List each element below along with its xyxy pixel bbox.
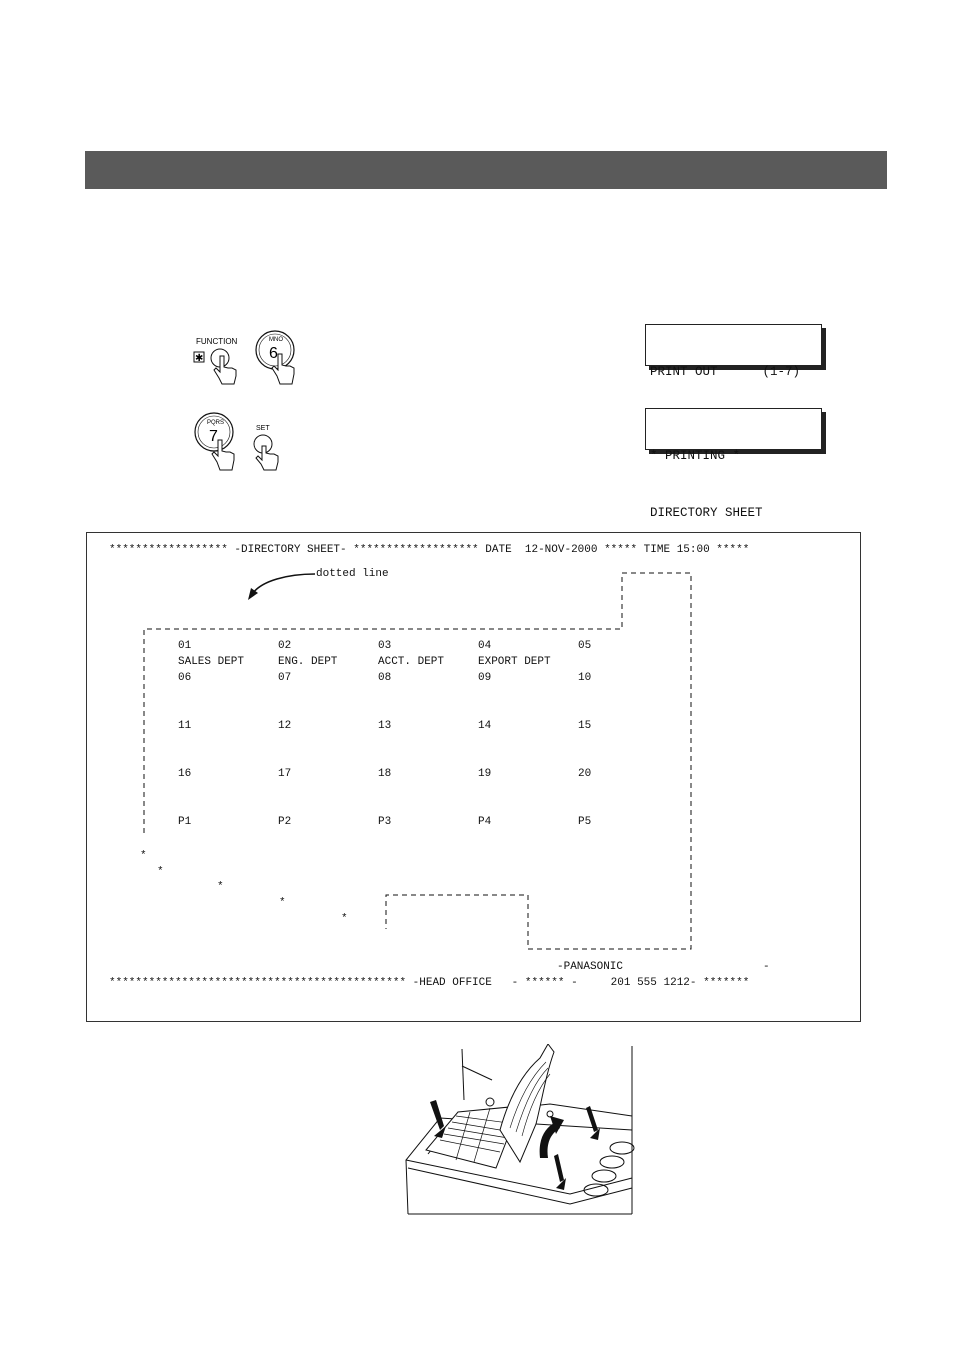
function-key-label: FUNCTION bbox=[196, 337, 238, 346]
directory-entry-number: 16 bbox=[178, 768, 192, 780]
section-header-bar bbox=[85, 151, 887, 189]
lcd-display-printing: * PRINTING * DIRECTORY SHEET bbox=[645, 408, 822, 450]
directory-entry-number: P5 bbox=[578, 816, 592, 828]
directory-entry-number: 08 bbox=[378, 672, 392, 684]
directory-entry-number: 14 bbox=[478, 720, 492, 732]
directory-entry-number: 09 bbox=[478, 672, 492, 684]
directory-entry-number: 06 bbox=[178, 672, 192, 684]
pointer-arrow-icon bbox=[253, 574, 315, 593]
star-mark: * bbox=[279, 897, 286, 909]
directory-entry-number: 07 bbox=[278, 672, 292, 684]
directory-entry-number: 13 bbox=[378, 720, 392, 732]
directory-entry-number: 03 bbox=[378, 640, 392, 652]
directory-entry-name: EXPORT DEPT bbox=[478, 656, 551, 668]
directory-entry-number: 01 bbox=[178, 640, 192, 652]
lcd-display-print-out: PRINT OUT (1-7) bbox=[645, 324, 822, 366]
star-mark: * bbox=[341, 913, 348, 925]
directory-entry-number: P2 bbox=[278, 816, 292, 828]
svg-text:7: 7 bbox=[209, 428, 218, 445]
directory-entry-number: 20 bbox=[578, 768, 592, 780]
directory-entry-number: P3 bbox=[378, 816, 392, 828]
directory-entry-number: P1 bbox=[178, 816, 192, 828]
directory-entry-number: P4 bbox=[478, 816, 492, 828]
directory-entry-number: 19 bbox=[478, 768, 492, 780]
seven-set-keys-illustration bbox=[188, 406, 308, 472]
sheet-header-line: ****************** -DIRECTORY SHEET- ******************* DATE 12-NOV-2000 ***** TIME 15:00 ***** bbox=[109, 544, 750, 556]
dotted-line-guide bbox=[87, 533, 860, 1021]
sheet-company-name: -PANASONIC bbox=[557, 961, 624, 973]
directory-entry-number: 12 bbox=[278, 720, 292, 732]
directory-entry-number: 02 bbox=[278, 640, 292, 652]
star-mark: * bbox=[140, 850, 147, 862]
directory-sheet bbox=[86, 532, 861, 1022]
dotted-line-label: dotted line bbox=[316, 568, 389, 580]
svg-text:✱: ✱ bbox=[195, 353, 204, 364]
directory-entry-number: 11 bbox=[178, 720, 192, 732]
directory-entry-number: 05 bbox=[578, 640, 592, 652]
set-key-label: SET bbox=[256, 425, 270, 432]
directory-entry-number: 18 bbox=[378, 768, 392, 780]
directory-entry-number: 04 bbox=[478, 640, 492, 652]
sheet-dash: - bbox=[763, 961, 770, 973]
directory-entry-number: 17 bbox=[278, 768, 292, 780]
directory-entry-name: ENG. DEPT bbox=[278, 656, 338, 668]
directory-entry-name: SALES DEPT bbox=[178, 656, 245, 668]
sheet-footer-line: ********************************************* -HEAD OFFICE - ****** - 201 555 1212- ******* bbox=[109, 977, 750, 989]
directory-entry-number: 15 bbox=[578, 720, 592, 732]
function-6-keys-illustration bbox=[188, 322, 308, 388]
svg-text:6: 6 bbox=[269, 345, 278, 362]
star-mark: * bbox=[157, 866, 164, 878]
directory-entry-name: ACCT. DEPT bbox=[378, 656, 445, 668]
star-mark: * bbox=[217, 881, 224, 893]
svg-text:PQRS: PQRS bbox=[207, 420, 225, 426]
svg-text:MNO: MNO bbox=[269, 337, 283, 343]
fax-machine-illustration bbox=[400, 1044, 636, 1216]
directory-entry-number: 10 bbox=[578, 672, 592, 684]
